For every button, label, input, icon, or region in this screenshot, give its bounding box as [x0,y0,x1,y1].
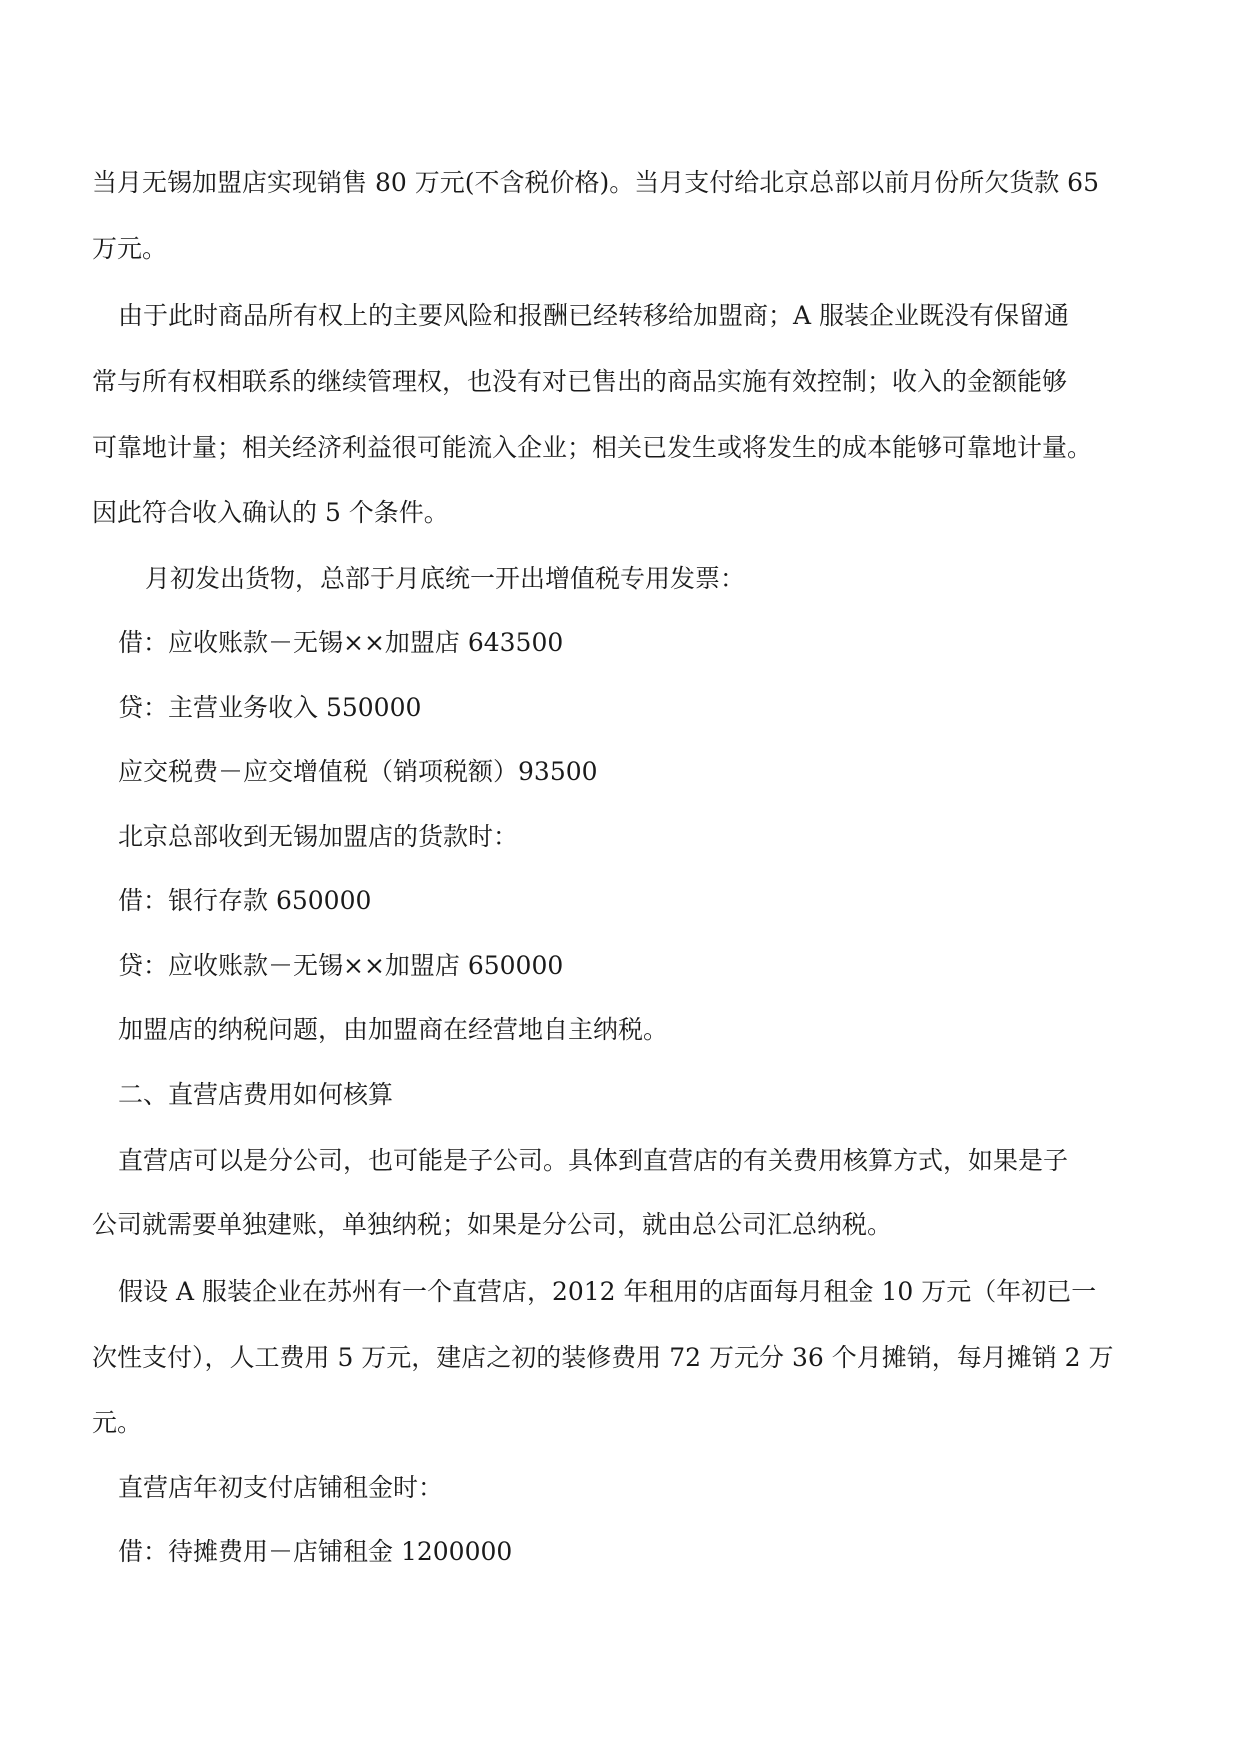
line-text: 北京总部收到无锡加盟店的货款时： [118,822,519,851]
line-text: 月初发出货物，总部于月底统一开出增值税专用发票： [145,564,746,593]
line-text: 二、直营店费用如何核算 [118,1080,394,1109]
line-text: 公司就需要单独建账，单独纳税；如果是分公司，就由总公司汇总纳税。 [92,1210,893,1239]
line-text: 假设 A 服装企业在苏州有一个直营店，2012 年租用的店面每月租金 10 万元（年初已一 [118,1277,1097,1306]
line-text: 由于此时商品所有权上的主要风险和报酬已经转移给加盟商；A 服装企业既没有保留通 [118,301,1070,330]
line-text: 借：应收账款－无锡××加盟店 643500 [118,628,564,657]
line-text: 常与所有权相联系的继续管理权，也没有对已售出的商品实施有效控制；收入的金额能够 [92,367,1068,396]
line-text: 借：待摊费用－店铺租金 1200000 [118,1537,513,1566]
line-text: 直营店年初支付店铺租金时： [118,1473,444,1502]
line-text: 应交税费－应交增值税（销项税额）93500 [118,757,598,786]
line-text: 因此符合收入确认的 5 个条件。 [92,498,449,527]
line-text: 可靠地计量；相关经济利益很可能流入企业；相关已发生或将发生的成本能够可靠地计量。 [92,433,1093,462]
line-text: 贷：主营业务收入 550000 [118,693,422,722]
line-text: 万元。 [92,234,168,263]
line-text: 贷：应收账款－无锡××加盟店 650000 [118,951,564,980]
line-text: 直营店可以是分公司，也可能是子公司。具体到直营店的有关费用核算方式，如果是子 [118,1146,1069,1175]
line-text: 加盟店的纳税问题，由加盟商在经营地自主纳税。 [118,1015,669,1044]
line-text: 次性支付），人工费用 5 万元，建店之初的装修费用 72 万元分 36 个月摊销，每月摊销 2 万 [92,1343,1114,1372]
line-text: 当月无锡加盟店实现销售 80 万元(不含税价格)。当月支付给北京总部以前月份所欠货款 65 [92,168,1099,197]
line-text: 借：银行存款 650000 [118,886,372,915]
line-text: 元。 [92,1408,143,1437]
